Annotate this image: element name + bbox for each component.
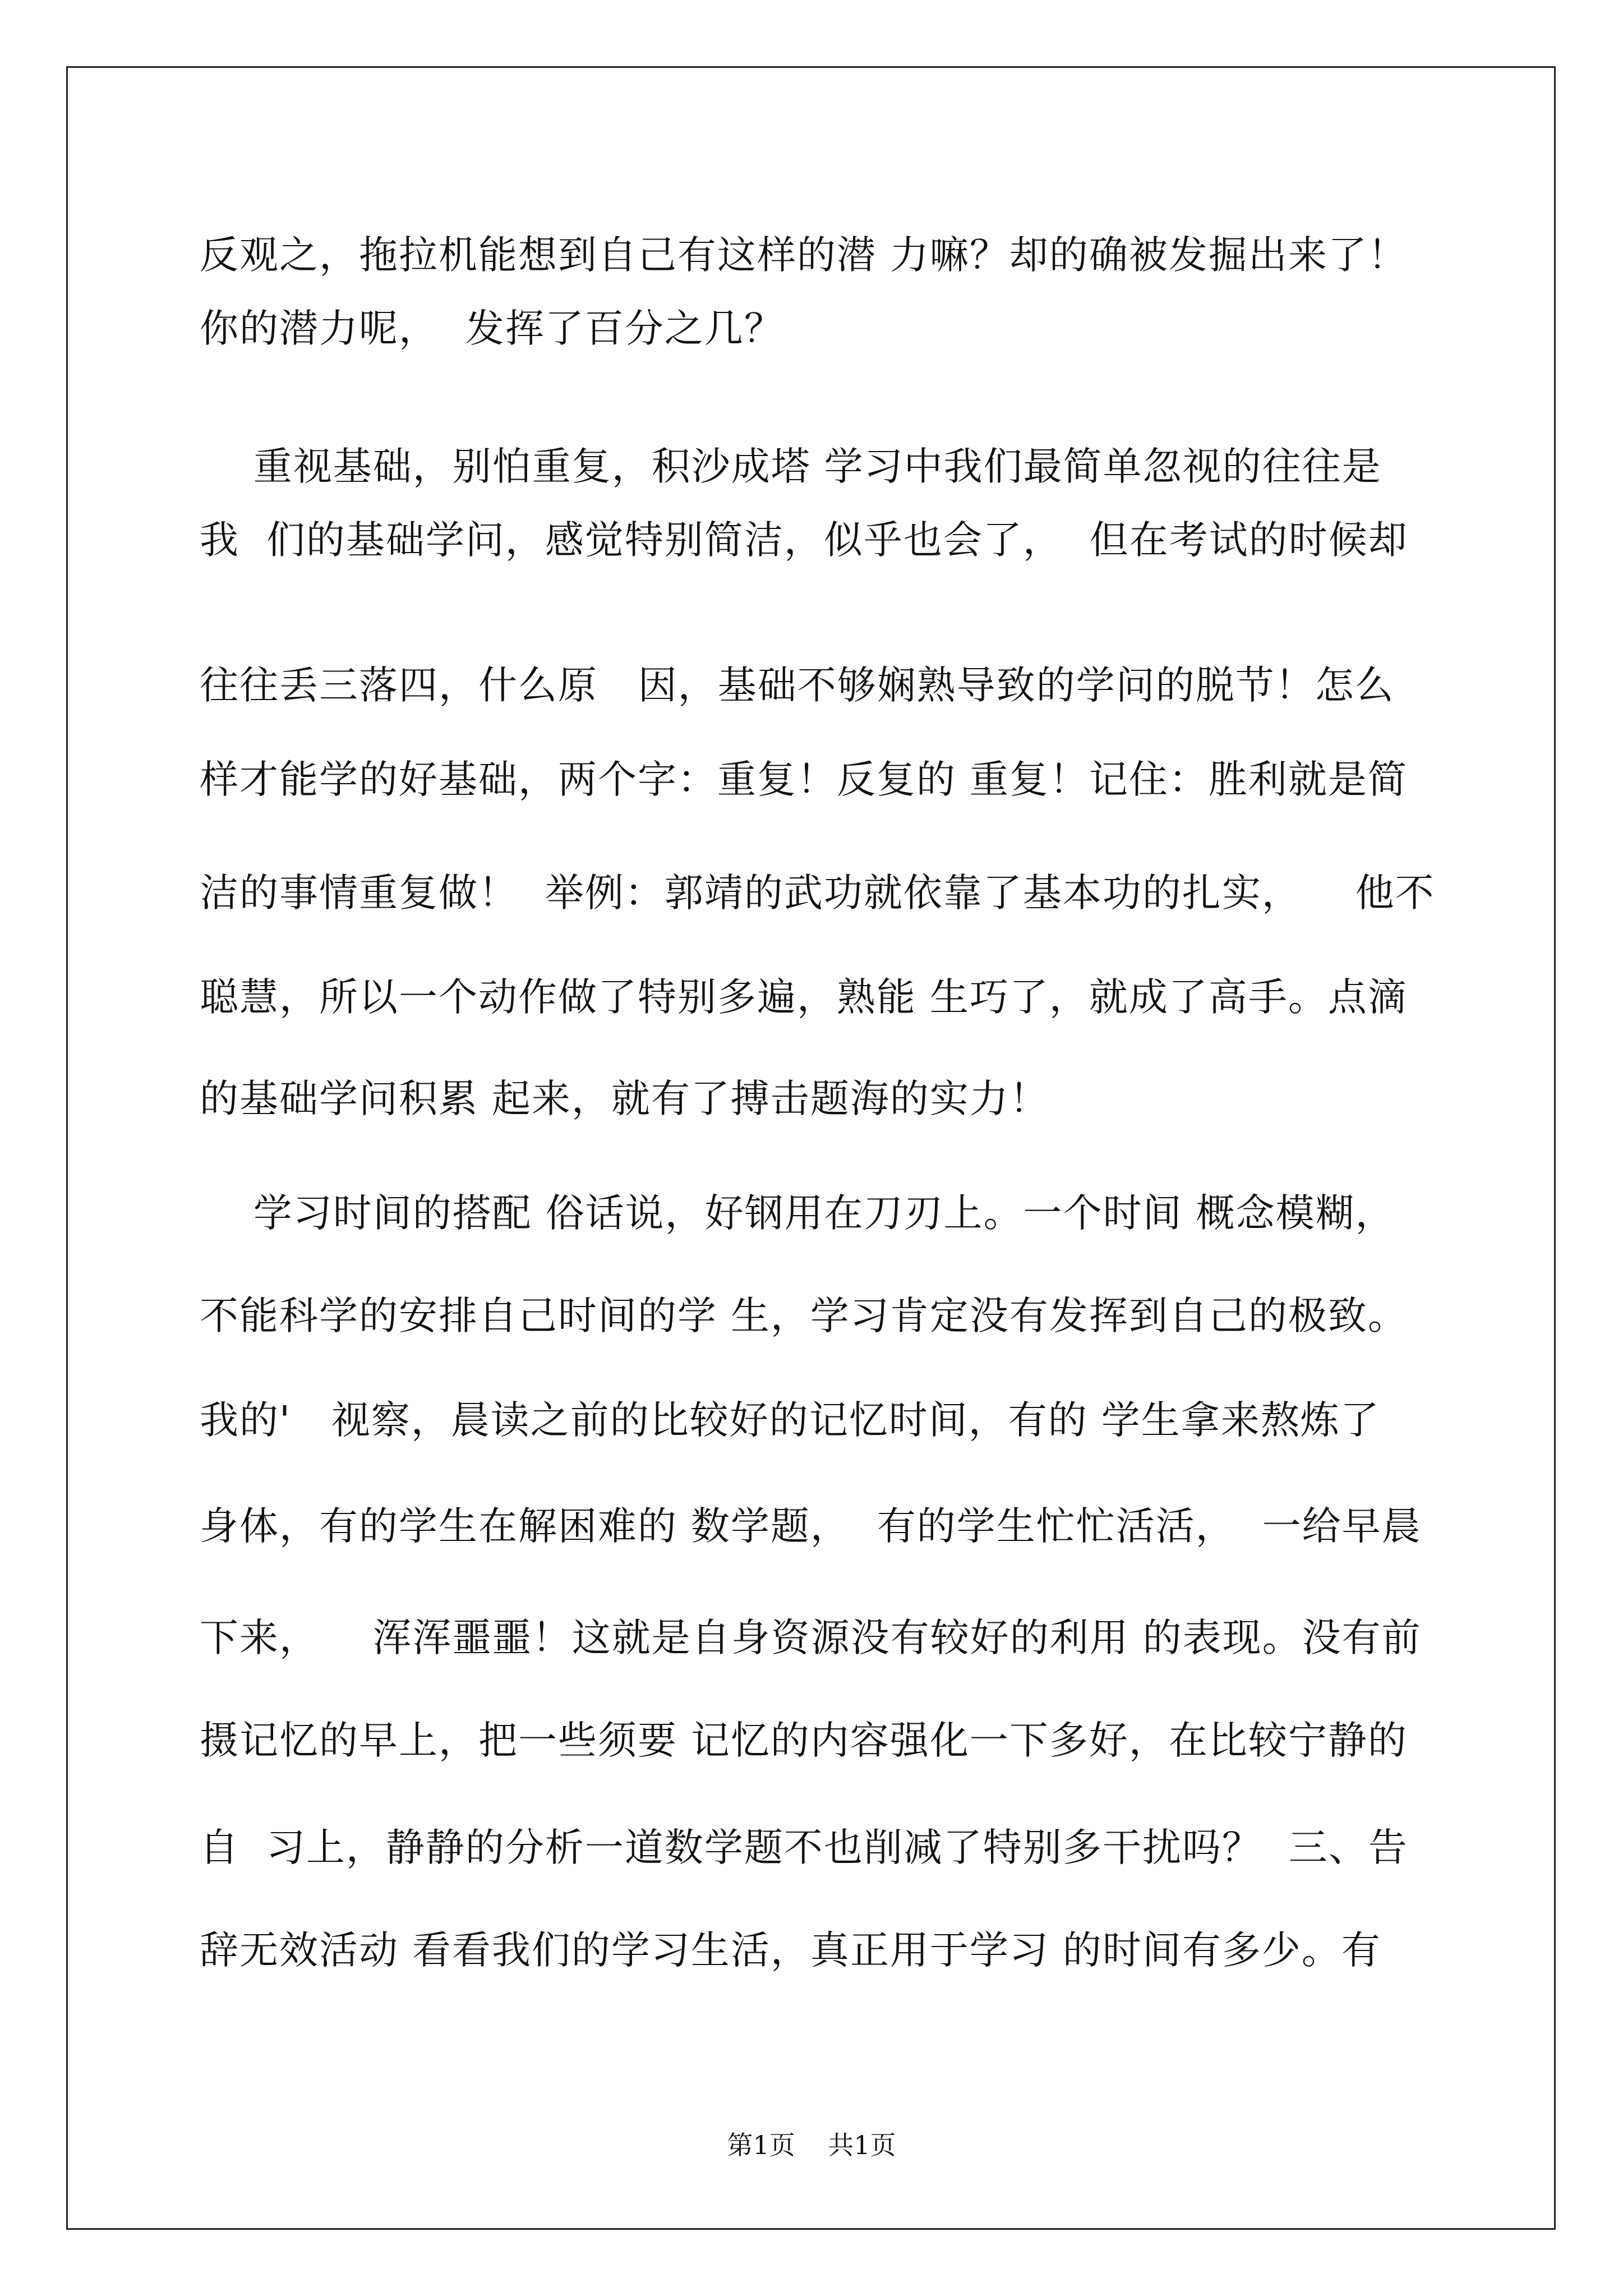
text-line-14: 下来， 浑浑噩噩！这就是自身资源没有较好的利用 的表现。没有前	[200, 1616, 1422, 1660]
text-line-17: 辞无效活动 看看我们的学习生活，真正用于学习 的时间有多少。有	[200, 1928, 1381, 1973]
page-border	[66, 66, 1556, 2230]
text-line-1: 反观之，拖拉机能想到自己有这样的潜 力嘛？却的确被发掘出来了！	[200, 233, 1408, 278]
text-line-7: 洁的事情重复做！ 举例：郭靖的武功就依靠了基本功的扎实， 他不	[200, 871, 1435, 915]
text-line-12: 我的' 视察，晨读之前的比较好的记忆时间，有的 学生拿来熬炼了	[200, 1398, 1380, 1443]
text-line-11: 不能科学的安排自己时间的学 生，学习肯定没有发挥到自己的极致。	[200, 1294, 1408, 1338]
text-line-16: 自 习上，静静的分析一道数学题不也削减了特别多干扰吗？ 三、告	[200, 1825, 1408, 1870]
text-line-8: 聪慧，所以一个动作做了特别多遍，熟能 生巧了，就成了高手。点滴	[200, 975, 1408, 1020]
text-line-13: 身体，有的学生在解困难的 数学题， 有的学生忙忙活活， 一给早晨	[200, 1504, 1422, 1549]
page-footer: 第1页 共1页	[727, 2130, 896, 2160]
text-line-9: 的基础学问积累 起来，就有了搏击题海的实力！	[200, 1076, 1049, 1121]
text-line-2: 你的潜力呢， 发挥了百分之几？	[200, 306, 784, 351]
text-line-4: 我 们的基础学问，感觉特别简洁，似乎也会了， 但在考试的时候却	[200, 518, 1408, 563]
text-line-3: 重视基础，别怕重复，积沙成塔 学习中我们最简单忽视的往往是	[200, 444, 1382, 489]
text-line-5: 往往丢三落四，什么原 因，基础不够娴熟导致的学问的脱节！怎么	[200, 663, 1395, 708]
text-line-6: 样才能学的好基础，两个字：重复！反复的 重复！记住：胜利就是简	[200, 757, 1408, 802]
text-line-15: 摄记忆的早上，把一些须要 记忆的内容强化一下多好，在比较宁静的	[200, 1718, 1408, 1763]
text-line-10: 学习时间的搭配 俗话说，好钢用在刀刃上。一个时间 概念模糊，	[200, 1191, 1395, 1236]
